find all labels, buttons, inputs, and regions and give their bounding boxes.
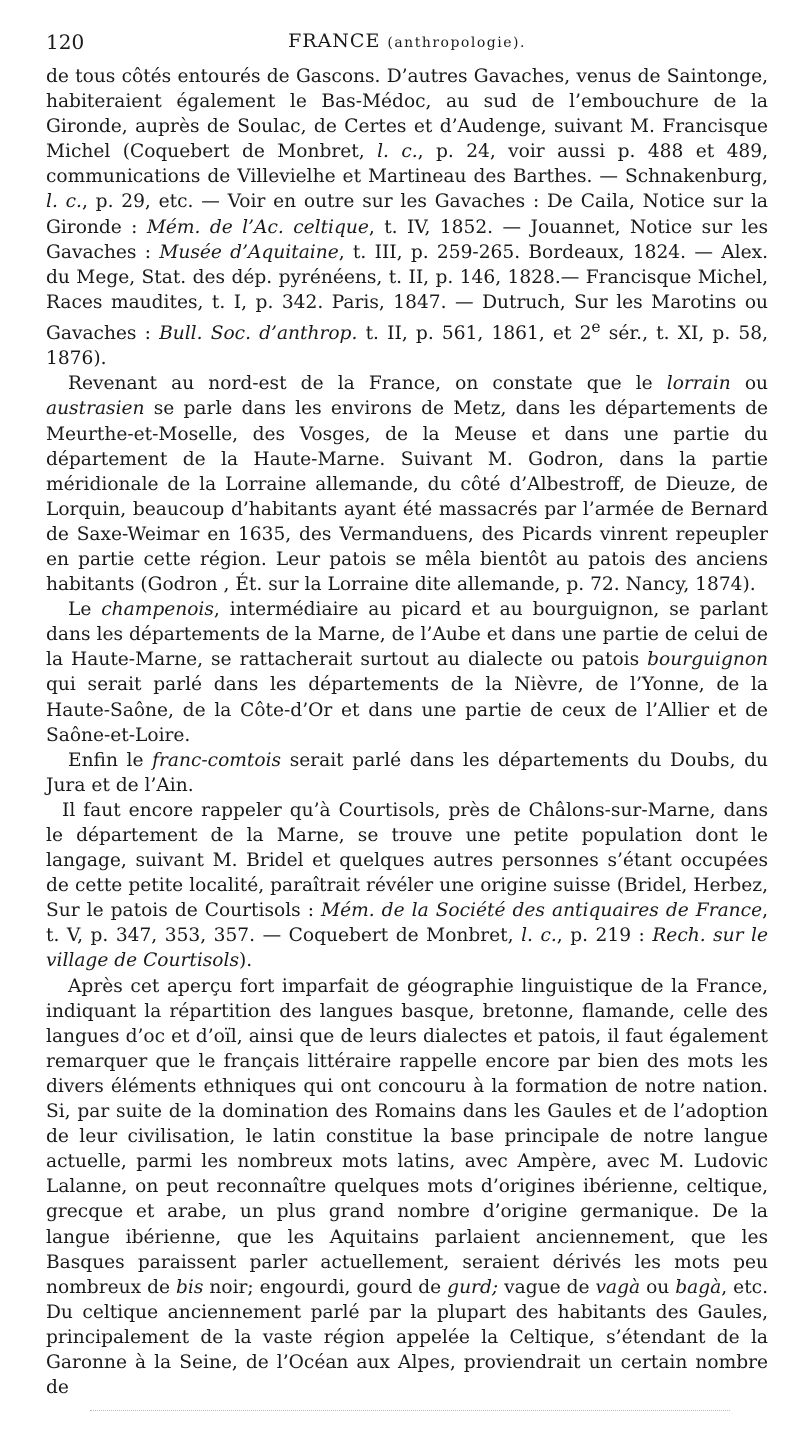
text-run: Après cet aperçu fort imparfait de géographie linguistique de la France, indiquant la répartition des langues basque, bretonne, flamande, celle des langues d’oc et d’oïl, ainsi que de leurs dialectes et patois, il faut également remarquer que le français littéraire rappelle encore par bien des mots les divers éléments ethniques qui ont concouru à la formation de notre nation. Si, par suite de la domination des Romains dans les Gaules et de l’adoption de leur civilisation, le latin constitue la base principale de notre langue actuelle, parmi les nombreux mots latins, avec Ampère, avec M. Ludovic Lalanne, on peut reconnaître quelques mots d’origines ibérienne, celtique, grecque et arabe, un plus grand nombre d’origine germanique. De la langue ibérienne, que les Aquitains parlaient anciennement, que les Basques paraissent parler actuellement, seraient dérivés les mots peu nombreux de xyxy=(46,975,768,1298)
italic-text: Mém. de l’Ac. celtique xyxy=(146,216,369,238)
paragraph xyxy=(46,974,768,1401)
italic-text: bourguignon xyxy=(647,649,768,671)
text-run: t. II, p. 561, 1861, et 2 xyxy=(357,323,592,345)
italic-text: bis xyxy=(175,1276,204,1298)
text-run: de tous côtés entourés de Gascons. D’autres Gavaches, venus de Saintonge, habiteraient également le Bas-Médoc, au sud de l’embouchure de la Gironde, auprès de Soulac, de Certes et d’Audenge, suivant M. Francisque Michel (Coquebert de Monbret, xyxy=(46,66,768,163)
paragraph xyxy=(46,748,768,798)
italic-text: Mém. de la Société des antiquaires de France xyxy=(321,900,763,922)
running-title-main: FRANCE xyxy=(288,30,381,52)
text-run: , intermédiaire au picard et au bourguignon, se parlant dans les départements de la Marne, de l’Aube et dans une partie de celui de la Haute-Marne, se rattacherait surtout au dialecte ou patois xyxy=(46,599,768,671)
document-page xyxy=(46,30,768,1400)
italic-text: gurd; xyxy=(447,1276,499,1298)
italic-text: franc-comtois xyxy=(152,749,282,771)
italic-text: l. c. xyxy=(521,925,557,947)
italic-text: l. c. xyxy=(377,141,418,163)
running-title xyxy=(46,30,768,52)
text-run: se parle dans les environs de Metz, dans les départements de Meurthe-et-Moselle, des Vosges, de la Meuse et dans une partie du département de la Haute-Marne. Suivant M. Godron, dans la partie méridionale de la Lorraine allemande, du côté d’Albestroff, de Dieuze, de Lorquin, beaucoup d’habitants ayant été massacrés par l’armée de Bernard de Saxe-Weimar en 1635, des Vermanduens, des Picards vinrent repeupler en partie cette région. Leur patois se mêla bientôt au patois des anciens habitants (Godron , Ét. sur la Lorraine dite allemande, p. 72. Nancy, 1874). xyxy=(46,398,768,596)
text-run: vague de xyxy=(498,1276,596,1298)
text-run: , etc. Du celtique anciennement parlé par la plupart des habitants des Gaules, principalement de la vaste région appelée la Celtique, s’étendant de la Garonne à la Seine, de l’Océan aux Alpes, proviendrait un certain nombre de xyxy=(46,1276,768,1399)
text-run: noir; engourdi, gourd de xyxy=(203,1276,448,1298)
text-run: qui serait parlé dans les départements de la Nièvre, de l’Yonne, de la Haute-Saône, de la Côte-d’Or et dans une partie de ceux de l’Allier et de Saône-et-Loire. xyxy=(46,674,768,746)
text-run: serait parlé dans les départements du Doubs, du Jura et de l’Ain. xyxy=(46,749,768,796)
running-title-subtitle: (anthropologie). xyxy=(387,35,526,51)
footer-rule xyxy=(90,1410,730,1411)
italic-text: Musée d’Aquitaine xyxy=(159,241,339,263)
text-run: , t. III, p. 259-265. Bordeaux, 1824. — Alex. du Mege, Stat. des dép. pyrénéens, t. II, p. 146, 1828.— Francisque Michel, Races maudites, t. I, p. 342. Paris, 1847. — Dutruch, Sur les Marotins ou Gavaches : xyxy=(46,241,768,345)
italic-text: austrasien xyxy=(46,398,145,420)
superscript: e xyxy=(591,317,601,336)
text-run: , p. 24, voir aussi p. 488 et 489, communications de Villevielhe et Martineau des Barthes. — Schnakenburg, xyxy=(46,141,768,188)
text-run: ou xyxy=(640,1276,676,1298)
paragraph xyxy=(46,371,768,597)
text-run: Le xyxy=(68,599,102,621)
paragraph xyxy=(46,798,768,974)
text-run: , t. IV, 1852. — Jouannet, Notice sur les Gavaches : xyxy=(46,216,768,263)
paragraph xyxy=(46,597,768,748)
text-run: , p. 219 : xyxy=(556,925,653,947)
page-header xyxy=(46,30,768,64)
text-run: , p. 29, etc. — Voir en outre sur les Gavaches : De Caila, Notice sur la Gironde : xyxy=(46,191,768,238)
text-run: sér., t. XI, p. 58, 1876). xyxy=(46,323,768,370)
italic-text: vagà xyxy=(595,1276,641,1298)
italic-text: lorrain xyxy=(666,373,731,395)
text-run: ou xyxy=(730,373,768,395)
italic-text: champenois xyxy=(101,599,214,621)
page-number: 120 xyxy=(46,30,85,54)
text-run: , t. V, p. 347, 353, 357. — Coquebert de Monbret, xyxy=(46,900,768,947)
italic-text: Rech. sur le village de Courtisols xyxy=(46,925,768,972)
italic-text: bagà xyxy=(675,1276,722,1298)
paragraph xyxy=(46,64,768,371)
text-run: Enfin le xyxy=(68,749,153,771)
italic-text: l. c. xyxy=(46,191,82,213)
text-run: Il faut encore rappeler qu’à Courtisols, près de Châlons-sur-Marne, dans le département de la Marne, se trouve une petite population dont le langage, suivant M. Bridel et quelques autres personnes s’étant occupées de cette petite localité, paraîtrait révéler une origine suisse (Bridel, Herbez, Sur le patois de Courtisols : xyxy=(46,799,768,922)
text-run: Revenant au nord-est de la France, on constate que le xyxy=(68,373,667,395)
body-text xyxy=(46,64,768,1400)
italic-text: Bull. Soc. d’anthrop. xyxy=(159,323,358,345)
text-run: ). xyxy=(239,950,253,972)
